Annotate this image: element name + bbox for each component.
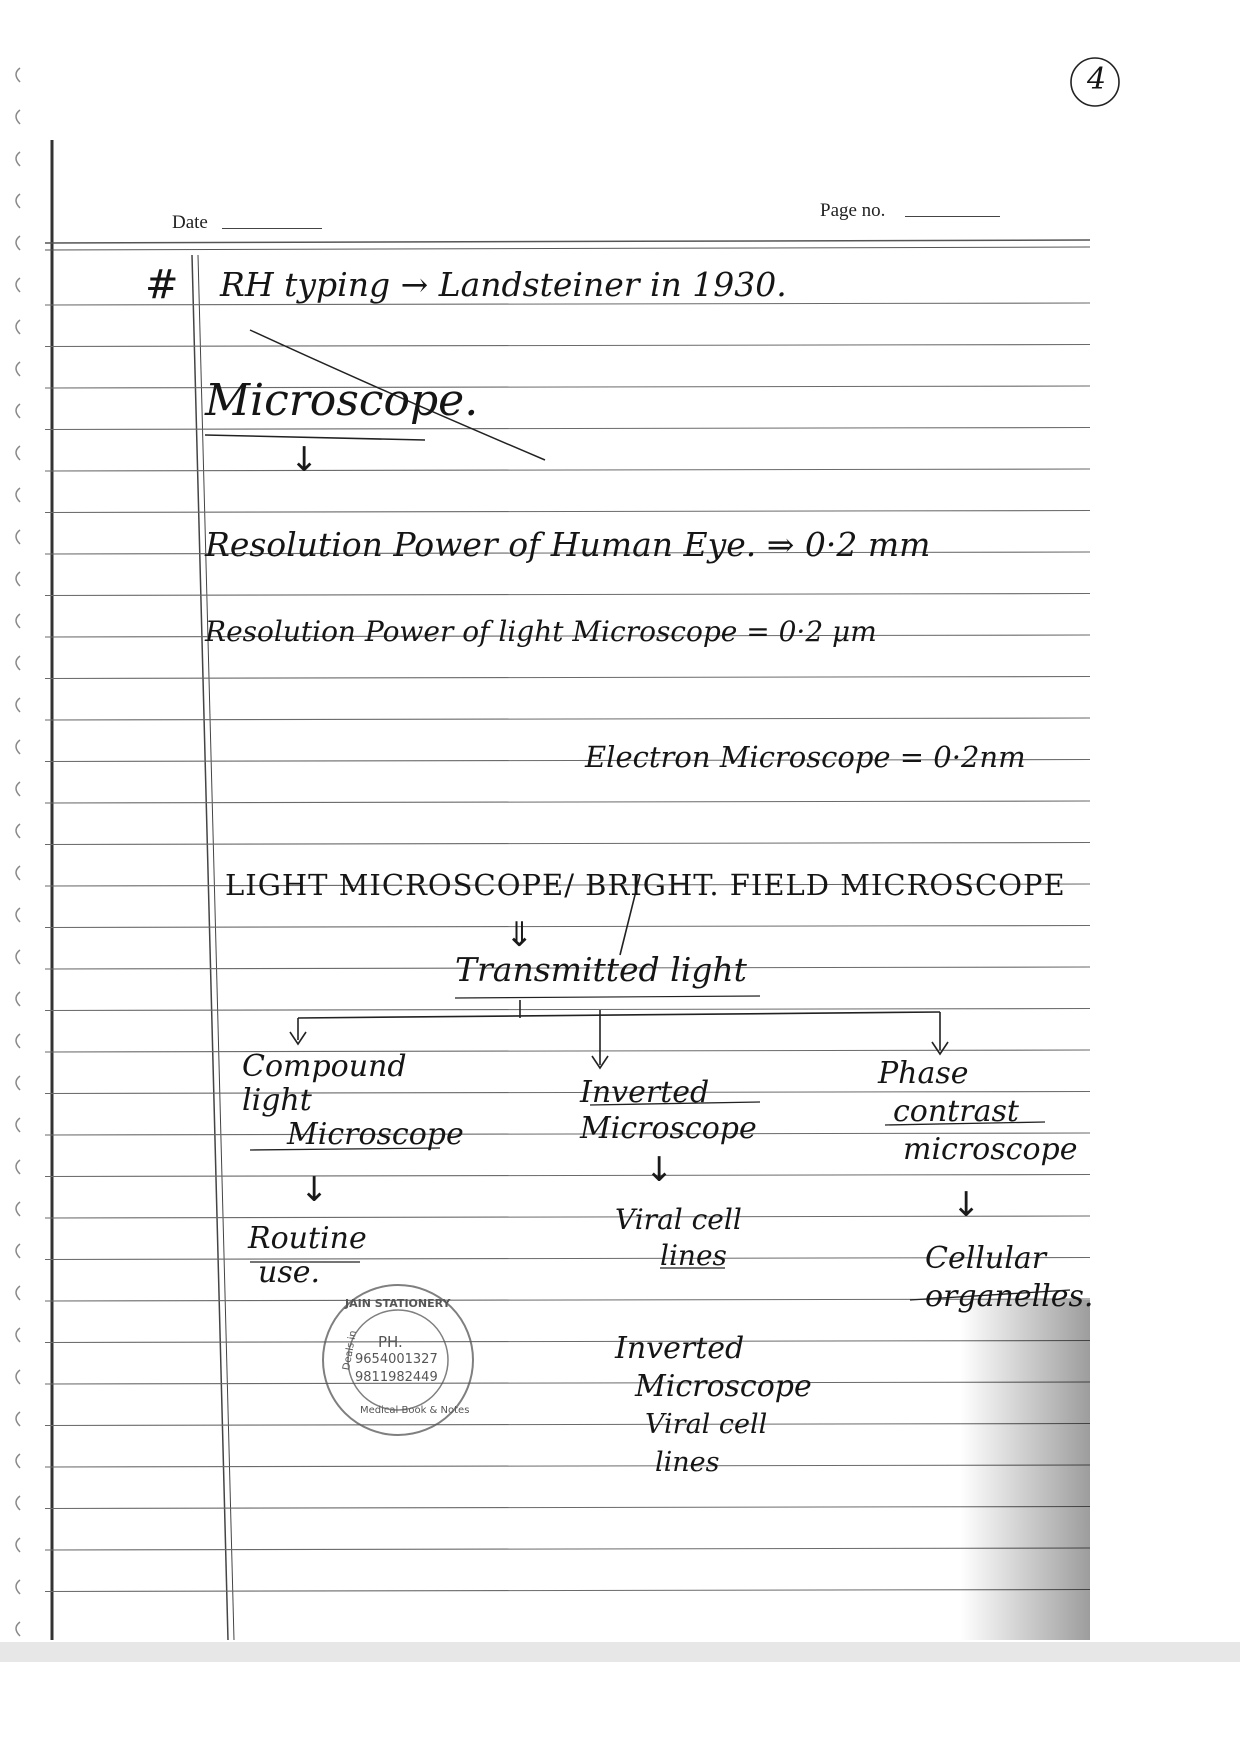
stamp-left-text: Deals in bbox=[341, 1329, 360, 1372]
binding-hole bbox=[16, 656, 20, 670]
binding-hole bbox=[16, 782, 20, 796]
branch-compound-use bbox=[248, 1222, 367, 1290]
branch-compound-name bbox=[242, 1050, 464, 1152]
ruled-line bbox=[45, 1465, 1090, 1467]
branch-compound-use-line-1: Routine bbox=[248, 1221, 367, 1256]
ruled-line bbox=[45, 428, 1090, 430]
binding-hole bbox=[16, 194, 20, 208]
page-no-label: Page no. bbox=[820, 200, 886, 221]
binding-hole bbox=[16, 1202, 20, 1216]
binding-hole bbox=[16, 1412, 20, 1426]
binding-hole bbox=[16, 1496, 20, 1510]
inverted-repeat-line-4: lines bbox=[655, 1447, 720, 1478]
ruled-line bbox=[45, 511, 1090, 513]
branch-compound-line-3: Microscope bbox=[287, 1117, 464, 1152]
branch-inverted-line-2: Microscope bbox=[580, 1111, 757, 1146]
stamp-phone-2: 9811982449 bbox=[355, 1370, 438, 1385]
binding-hole bbox=[16, 740, 20, 754]
binding-hole bbox=[16, 1244, 20, 1258]
binding-hole bbox=[16, 1034, 20, 1048]
ruled-line bbox=[45, 594, 1090, 596]
binding-hole bbox=[16, 488, 20, 502]
binding-hole bbox=[16, 1454, 20, 1468]
electron-microscope: Electron Microscope = 0·2nm bbox=[585, 740, 1026, 774]
binding-hole bbox=[16, 530, 20, 544]
inverted-repeat-line-2: Microscope bbox=[635, 1369, 812, 1404]
ruled-line bbox=[45, 926, 1090, 928]
binding-hole bbox=[16, 278, 20, 292]
branch-phase-line-1: Phase bbox=[878, 1056, 969, 1091]
microscope-heading: Microscope. bbox=[205, 375, 479, 426]
ruled-line bbox=[45, 1548, 1090, 1550]
branch-inverted-use bbox=[615, 1202, 742, 1274]
branch-phase-arrow-icon: ↓ bbox=[952, 1185, 981, 1225]
ruled-line bbox=[45, 1050, 1090, 1052]
binding-hole bbox=[16, 320, 20, 334]
branch-phase-use-line-2: organelles. bbox=[925, 1279, 1094, 1314]
binding-hole bbox=[16, 446, 20, 460]
branch-phase-use-line-1: Cellular bbox=[925, 1241, 1047, 1276]
ruled-line bbox=[45, 843, 1090, 845]
binding-hole bbox=[16, 110, 20, 124]
ruled-line bbox=[45, 718, 1090, 720]
binding-hole bbox=[16, 1538, 20, 1552]
binding-hole bbox=[16, 236, 20, 250]
down-arrow-icon: ↓ bbox=[290, 440, 319, 480]
branch-phase-line-3: microscope bbox=[903, 1132, 1078, 1167]
binding-hole bbox=[16, 908, 20, 922]
ruled-line bbox=[45, 677, 1090, 679]
stamp-phone-1: 9654001327 bbox=[355, 1352, 438, 1367]
ruled-line bbox=[45, 469, 1090, 471]
binding-hole bbox=[16, 1286, 20, 1300]
stamp-top-text: JAIN STATIONERY bbox=[345, 1297, 451, 1310]
binding-hole bbox=[16, 68, 20, 82]
inverted-repeat-line-3: Viral cell bbox=[645, 1409, 768, 1440]
binding-hole bbox=[16, 1118, 20, 1132]
branch-inverted-arrow-icon: ↓ bbox=[645, 1150, 674, 1190]
ruled-line bbox=[45, 1009, 1090, 1011]
ruled-line bbox=[45, 345, 1090, 347]
binding-hole bbox=[16, 1160, 20, 1174]
binding-hole bbox=[16, 950, 20, 964]
branch-compound-arrow-icon: ↓ bbox=[300, 1170, 329, 1210]
rh-typing-line: RH typing → Landsteiner in 1930. bbox=[220, 265, 787, 304]
binding-hole bbox=[16, 992, 20, 1006]
ruled-line bbox=[45, 1590, 1090, 1592]
date-label: Date bbox=[172, 212, 208, 233]
hash-bullet: # bbox=[145, 262, 179, 308]
stamp-bottom-text: Medical Book & Notes bbox=[360, 1405, 470, 1416]
double-down-arrow-icon: ⇓ bbox=[505, 915, 534, 955]
binding-hole bbox=[16, 866, 20, 880]
binding-hole bbox=[16, 614, 20, 628]
light-microscope-heading: LIGHT MICROSCOPE/ BRIGHT. FIELD MICROSCOPE bbox=[225, 868, 1066, 902]
date-blank bbox=[222, 228, 322, 229]
binding-hole bbox=[16, 404, 20, 418]
branch-phase-use bbox=[925, 1240, 1093, 1316]
stamp-ph-label: PH. bbox=[378, 1333, 403, 1351]
transmitted-light: Transmitted light bbox=[455, 950, 747, 989]
binding-hole bbox=[16, 1328, 20, 1342]
binding-hole bbox=[16, 698, 20, 712]
binding-hole bbox=[16, 824, 20, 838]
branch-compound-line-2: light bbox=[242, 1083, 312, 1118]
inverted-repeat-line-1: Inverted bbox=[615, 1331, 745, 1366]
binding-hole bbox=[16, 1580, 20, 1594]
branch-phase-name bbox=[878, 1055, 1077, 1169]
ruled-line bbox=[45, 1382, 1090, 1384]
branch-inverted-name bbox=[580, 1075, 757, 1147]
branch-inverted-use-line-1: Viral cell bbox=[615, 1203, 742, 1236]
resolution-light-microscope: Resolution Power of light Microscope = 0·2 μm bbox=[205, 615, 877, 648]
branch-inverted-use-line-2: lines bbox=[660, 1239, 727, 1272]
ruled-line bbox=[45, 1507, 1090, 1509]
binding-hole bbox=[16, 572, 20, 586]
binding-hole bbox=[16, 152, 20, 166]
ruled-line bbox=[45, 801, 1090, 803]
page-no-blank bbox=[905, 216, 1000, 217]
ruled-line bbox=[45, 1341, 1090, 1343]
branch-compound-line-1: Compound bbox=[242, 1049, 407, 1084]
branch-inverted-line-1: Inverted bbox=[580, 1075, 710, 1110]
resolution-human-eye: Resolution Power of Human Eye. ⇒ 0·2 mm bbox=[205, 525, 931, 564]
binding-hole bbox=[16, 1370, 20, 1384]
binding-hole bbox=[16, 362, 20, 376]
page-number: 4 bbox=[1087, 62, 1107, 97]
branch-compound-use-line-2: use. bbox=[258, 1255, 321, 1290]
binding-hole bbox=[16, 1076, 20, 1090]
branch-phase-line-2: contrast bbox=[893, 1094, 1019, 1129]
ruled-line bbox=[45, 1424, 1090, 1426]
ruled-line bbox=[45, 1175, 1090, 1177]
ruled-line bbox=[45, 1216, 1090, 1218]
binding-hole bbox=[16, 1622, 20, 1636]
inverted-repeat bbox=[615, 1330, 812, 1482]
